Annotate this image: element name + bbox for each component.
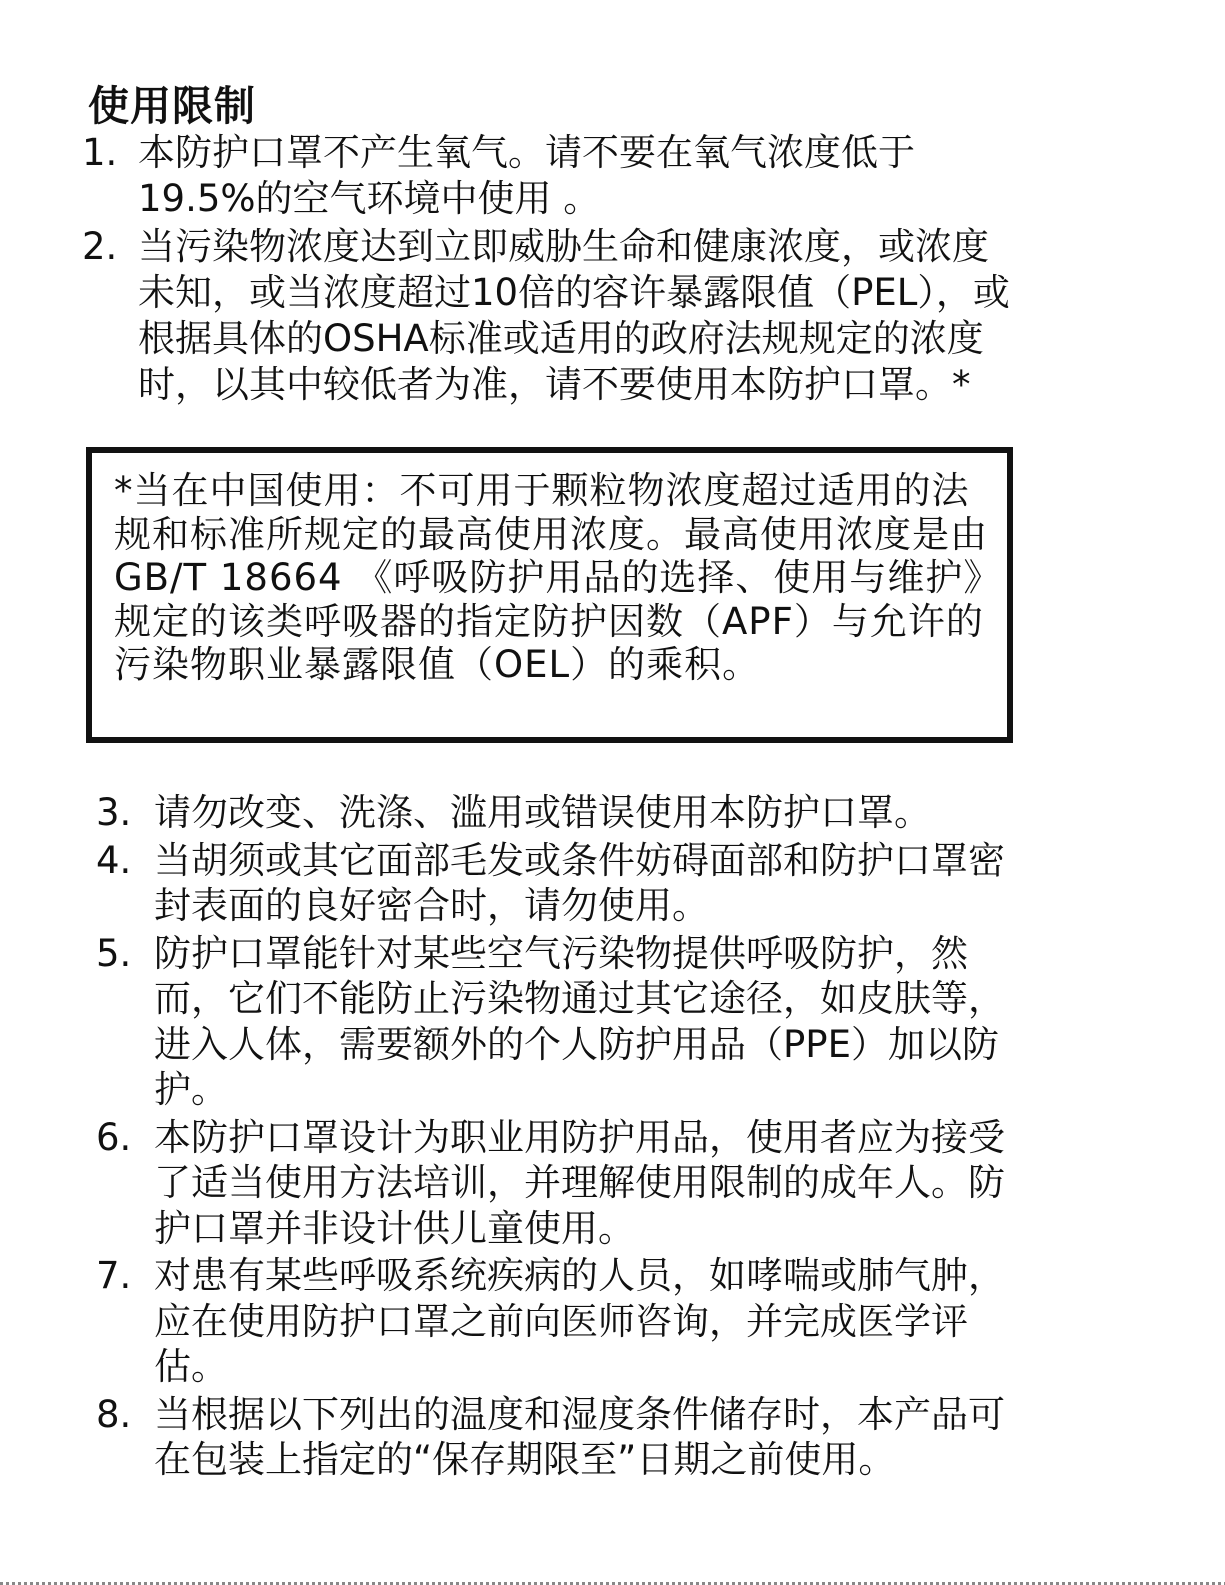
notice-text: *当在中国使用：不可用于颗粒物浓度超过适用的法规和标准所规定的最高使用浓度。最高使用浓度是由GB/T 18664 《呼吸防护用品的选择、使用与维护》规定的该类呼吸器的指定防护因数（APF）与允许的污染物职业暴露限值（OEL）的乘积。 — [114, 469, 988, 686]
restrictions-list-bottom — [96, 790, 1011, 1483]
section-heading: 使用限制 — [88, 82, 256, 130]
item-text: 当根据以下列出的温度和湿度条件储存时，本产品可在包装上指定的“保存期限至”日期之前使用。 — [154, 1392, 1005, 1481]
item-text: 请勿改变、洗涤、滥用或错误使用本防护口罩。 — [154, 791, 931, 834]
item-text: 本防护口罩不产生氧气。请不要在氧气浓度低于19.5%的空气环境中使用 。 — [138, 131, 915, 220]
list-item — [96, 790, 1011, 836]
item-number: 6. — [96, 1115, 132, 1159]
list-item — [82, 224, 1017, 408]
china-use-notice-box — [86, 447, 1013, 743]
item-number: 1. — [82, 131, 118, 174]
item-text: 防护口罩能针对某些空气污染物提供呼吸防护，然而，它们不能防止污染物通过其它途径，如皮肤等，进入人体，需要额外的个人防护用品（PPE）加以防护。 — [154, 931, 1005, 1111]
item-text: 当污染物浓度达到立即威胁生命和健康浓度，或浓度未知，或当浓度超过10倍的容许暴露限值（PEL），或根据具体的OSHA标准或适用的政府法规规定的浓度时，以其中较低者为准，请不要使用本防护口罩。* — [138, 225, 1010, 406]
list-item — [96, 838, 1011, 929]
list-item — [96, 1392, 1011, 1483]
list-item — [96, 1253, 1011, 1390]
item-number: 4. — [96, 838, 132, 882]
item-number: 5. — [96, 931, 132, 975]
item-number: 2. — [82, 225, 118, 268]
item-number: 3. — [96, 791, 132, 834]
item-number: 7. — [96, 1254, 132, 1297]
list-item — [96, 931, 1011, 1113]
list-item — [82, 130, 1017, 222]
restrictions-list-top — [82, 130, 1017, 408]
item-text: 本防护口罩设计为职业用防护用品，使用者应为接受了适当使用方法培训，并理解使用限制的成年人。防护口罩并非设计供儿童使用。 — [154, 1115, 1005, 1250]
list-item — [96, 1115, 1011, 1252]
item-text: 对患有某些呼吸系统疾病的人员，如哮喘或肺气肿，应在使用防护口罩之前向医师咨询，并完成医学评估。 — [154, 1254, 1005, 1388]
item-number: 8. — [96, 1392, 132, 1436]
item-text: 当胡须或其它面部毛发或条件妨碍面部和防护口罩密封表面的良好密合时，请勿使用。 — [154, 838, 1005, 927]
